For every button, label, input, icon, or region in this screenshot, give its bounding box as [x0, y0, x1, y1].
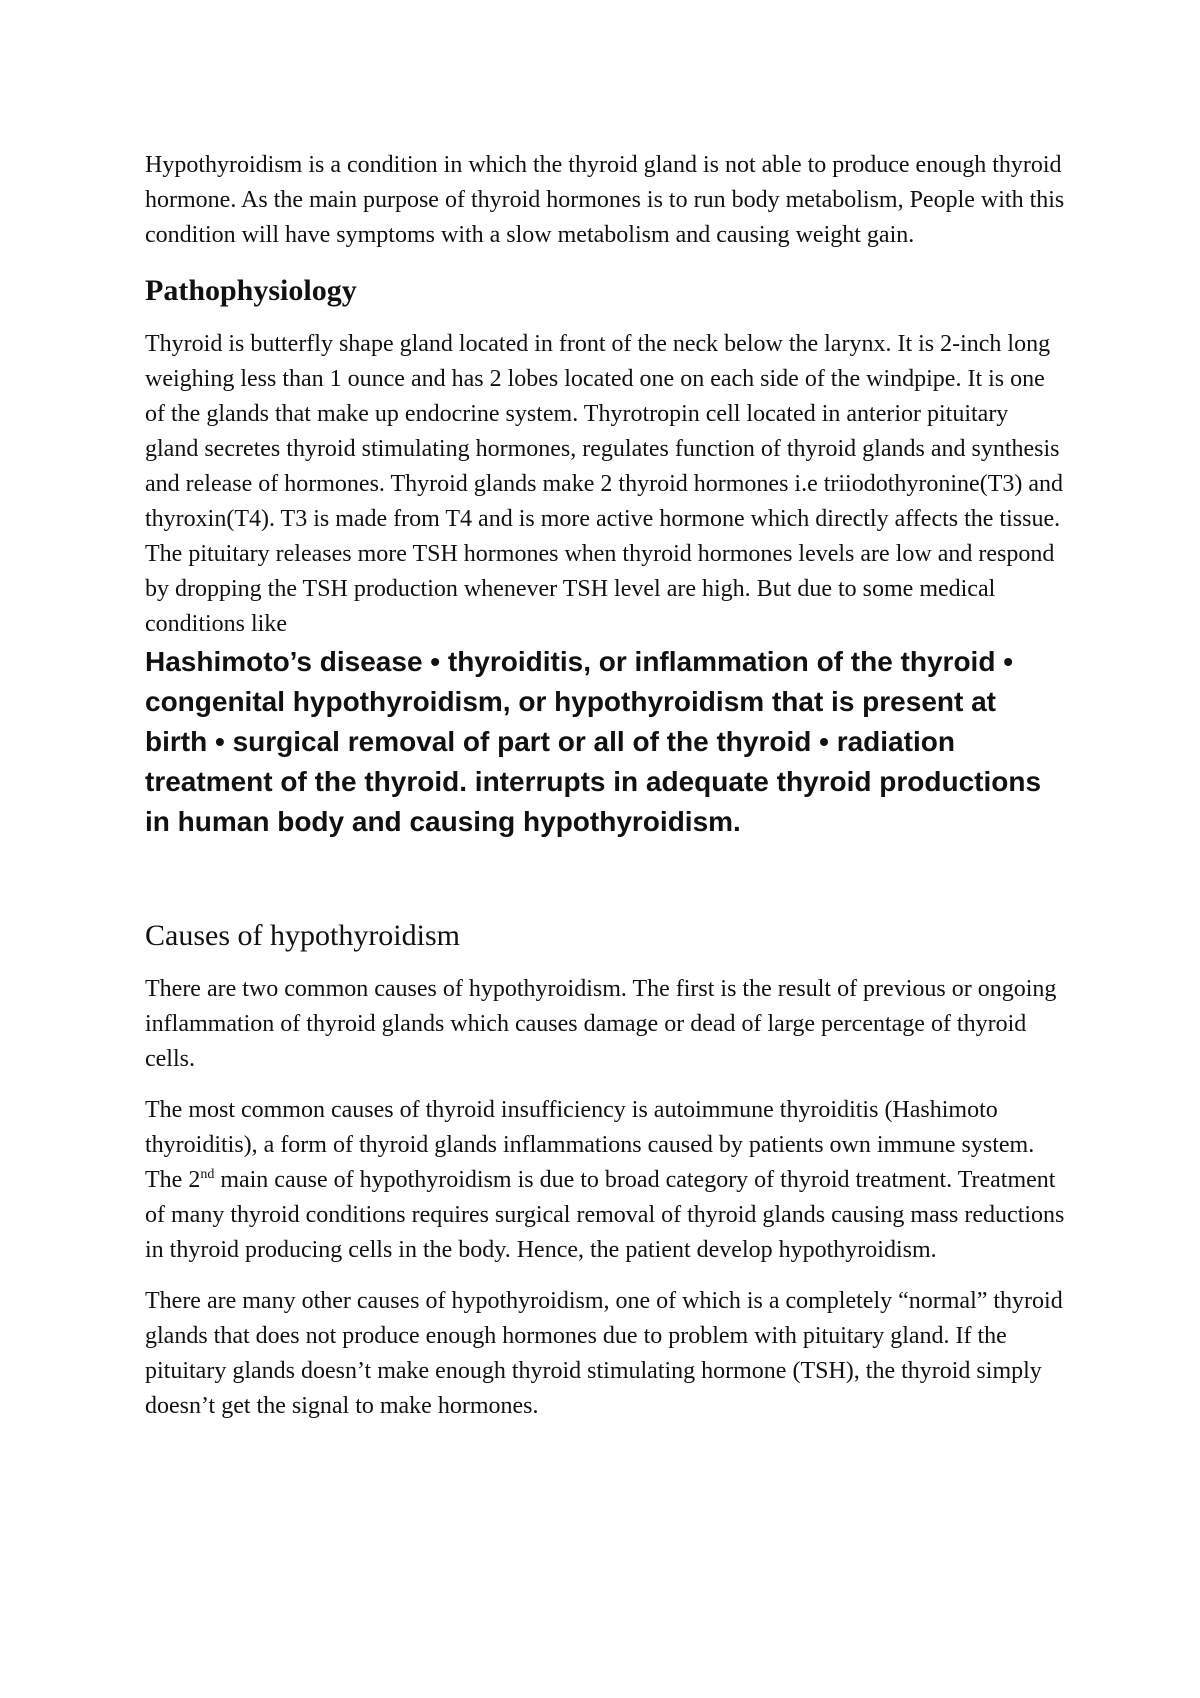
document-page — [145, 148, 1065, 1424]
causes-paragraph-3: There are many other causes of hypothyroidism, one of which is a completely “normal” thyroid glands that does not produce enough hormones due to problem with pituitary gland. If the pituitary glands doesn’t make enough thyroid stimulating hormone (TSH), the thyroid simply doesn’t get the signal to make hormones. — [145, 1288, 1063, 1419]
causes-heading: Causes of hypothyroidism — [145, 919, 460, 952]
ordinal-superscript: nd — [200, 1167, 215, 1182]
causes-p2-end: main cause of hypothyroidism is due to broad category of thyroid treatment. Treatment of many thyroid conditions requires surgical removal of thyroid glands causing mass reductions in thyroid producing cells in the body. Hence, the patient develop hypothyroidism. — [145, 1167, 1065, 1263]
causes-p2-start: The most common causes of thyroid insufficiency is autoimmune thyroiditis (Hashimoto thyroiditis), a form of thyroid glands inflammations caused by patients own immune system. The 2 — [145, 1097, 1035, 1193]
pathophysiology-paragraph: Thyroid is butterfly shape gland located in front of the neck below the larynx. It is 2-inch long weighing less than 1 ounce and has 2 lobes located one on each side of the windpipe. It is one of the glands that make up endocrine system. Thyrotropin cell located in anterior pituitary gland secretes thyroid stimulating hormones, regulates function of thyroid glands and synthesis and release of hormones. Thyroid glands make 2 thyroid hormones i.e triiodothyronine(T3) and thyroxin(T4). T3 is made from T4 and is more active hormone which directly affects the tissue. The pituitary releases more TSH hormones when thyroid hormones levels are low and respond by dropping the TSH production whenever TSH level are high. But due to some medical conditions like — [145, 331, 1063, 637]
pathophysiology-heading: Pathophysiology — [145, 274, 357, 307]
causes-paragraph-2 — [145, 1093, 1065, 1268]
causes-paragraph-1: There are two common causes of hypothyroidism. The first is the result of previous or ongoing inflammation of thyroid glands which causes damage or dead of large percentage of thyroid cells. — [145, 976, 1057, 1072]
intro-paragraph: Hypothyroidism is a condition in which the thyroid gland is not able to produce enough thyroid hormone. As the main purpose of thyroid hormones is to run body metabolism, People with this condition will have symptoms with a slow metabolism and causing weight gain. — [145, 152, 1065, 248]
conditions-bold-list: Hashimoto’s disease • thyroiditis, or inflammation of the thyroid • congenital hypothyroidism, or hypothyroidism that is present at birth • surgical removal of part or all of the thyroid • radiation treatment of the thyroid. interrupts in adequate thyroid productions in human body and causing hypothyroidism. — [145, 646, 1042, 837]
